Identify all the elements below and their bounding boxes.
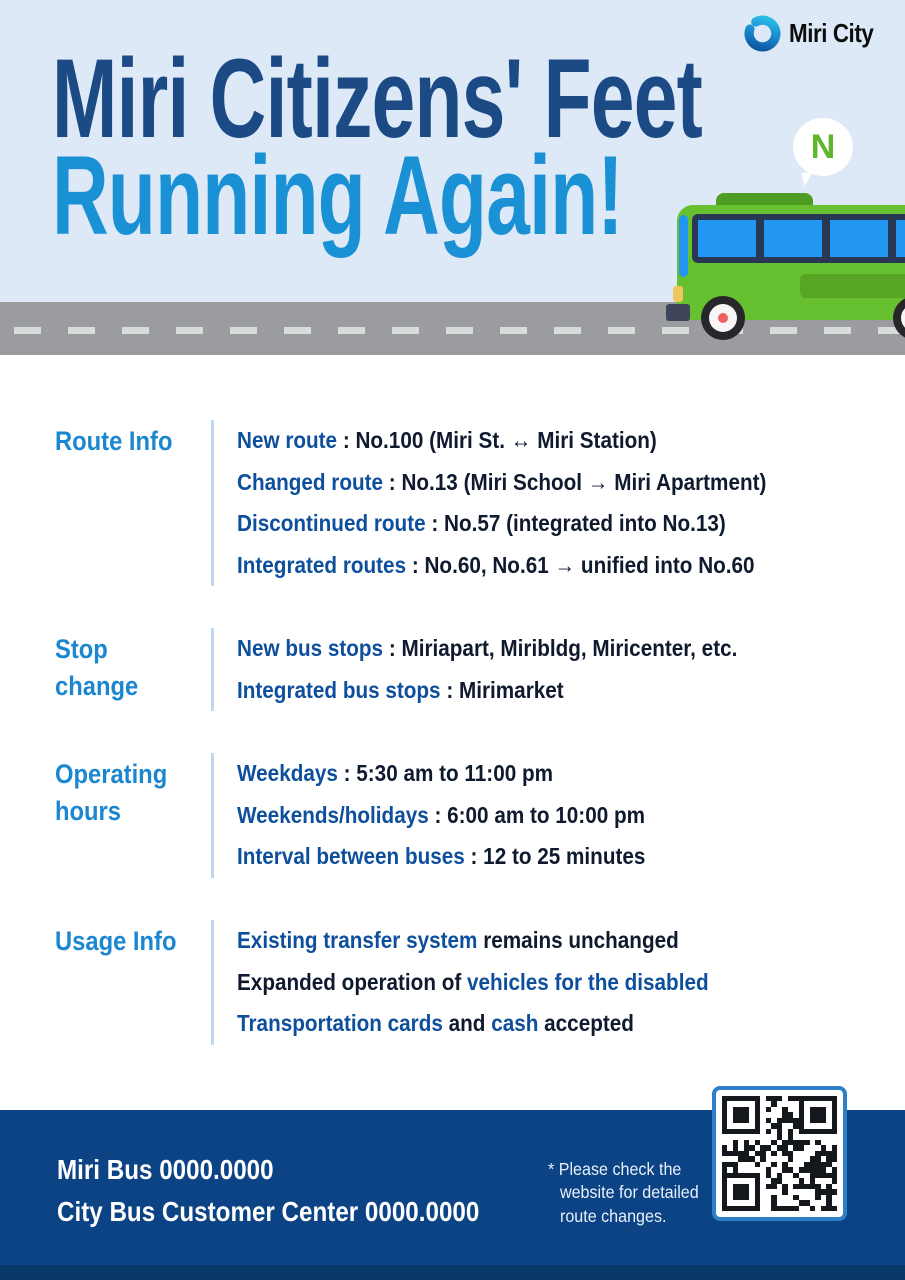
footnote-line: route changes. — [559, 1205, 667, 1226]
bus-illustration — [660, 110, 905, 345]
section-heading-line: Route Info — [55, 426, 173, 456]
wheel-hub — [709, 304, 737, 332]
brand-name: Miri City — [789, 18, 874, 48]
info-text: Expanded operation of — [237, 968, 468, 995]
info-label: Interval between buses — [237, 843, 465, 869]
footer-bottom-strip — [0, 1265, 905, 1280]
bus-bumper — [666, 304, 690, 321]
info-text: accepted — [538, 1010, 634, 1036]
wheel-center-dot — [718, 313, 728, 323]
info-label: Discontinued route — [237, 510, 426, 536]
info-text: : No.100 (Miri St. ↔ Miri Station) — [337, 427, 657, 453]
section-usage-info — [55, 920, 761, 1045]
bus-window-pane — [698, 220, 756, 257]
bus-windows — [692, 214, 905, 263]
info-label: Weekends/holidays — [237, 801, 429, 828]
title-line-2: Running Again! — [52, 133, 623, 258]
section-stop-change — [55, 628, 793, 711]
info-row — [237, 753, 645, 795]
section-rows — [211, 753, 691, 878]
section-heading — [55, 420, 211, 586]
info-row — [237, 462, 766, 504]
section-route-info — [55, 420, 825, 586]
phone-line-2: City Bus Customer Center 0000.0000 — [57, 1195, 480, 1227]
info-row — [237, 1003, 709, 1045]
section-heading — [55, 920, 211, 1045]
info-row — [237, 503, 766, 545]
section-heading-line: Stop — [55, 634, 108, 664]
section-rows — [211, 920, 761, 1045]
info-row — [237, 670, 737, 712]
section-heading-line: hours — [55, 796, 122, 826]
footer — [0, 1110, 905, 1280]
info-label: Weekdays — [237, 760, 338, 786]
info-row — [237, 836, 645, 878]
bus-side-panel — [800, 274, 905, 298]
wheel-hub — [901, 304, 905, 332]
info-label: Changed route — [237, 468, 384, 495]
info-label: cash — [491, 1010, 539, 1036]
bus-window-pane — [830, 220, 888, 257]
info-text: : 6:00 am to 10:00 pm — [428, 801, 646, 828]
info-text: remains unchanged — [477, 927, 679, 953]
section-rows — [211, 420, 825, 586]
info-row — [237, 545, 766, 587]
info-text: and — [442, 1010, 492, 1036]
info-text: : No.60, No.61 → unified into No.60 — [406, 551, 755, 578]
bus-window-pane — [764, 220, 822, 257]
info-label: Existing transfer system — [237, 927, 478, 953]
info-text: : 5:30 am to 11:00 pm — [337, 760, 554, 786]
info-row — [237, 962, 709, 1004]
info-label: New route — [237, 427, 338, 453]
section-heading-line: change — [55, 671, 139, 701]
bus-route-badge: N — [810, 127, 836, 166]
section-heading-line: Operating — [55, 759, 168, 789]
info-row — [237, 920, 709, 962]
info-label: New bus stops — [237, 635, 384, 661]
footnote-line: * Please check the — [548, 1159, 682, 1179]
section-heading — [55, 628, 211, 711]
info-text: : Mirimarket — [440, 676, 564, 703]
qr-code — [712, 1086, 847, 1221]
section-heading-line: Usage Info — [55, 926, 177, 956]
bus-windshield — [679, 215, 688, 277]
info-text: : No.13 (Miri School → Miri Apartment) — [383, 468, 767, 495]
info-label: Integrated routes — [237, 551, 407, 578]
info-row — [237, 628, 737, 670]
bus-window-pane — [896, 220, 905, 257]
bus-front-wheel — [701, 296, 745, 340]
section-heading — [55, 753, 211, 878]
brand-logo — [744, 15, 887, 52]
info-label: vehicles for the disabled — [467, 968, 709, 995]
info-label: Transportation cards — [237, 1010, 443, 1036]
bus-headlight — [673, 286, 683, 302]
info-text: : No.57 (integrated into No.13) — [425, 510, 726, 536]
info-text: : Miriapart, Miribldg, Miricenter, etc. — [383, 635, 738, 661]
footnote-line: website for detailed — [559, 1182, 699, 1203]
phone-line-1: Miri Bus 0000.0000 — [57, 1154, 274, 1185]
section-operating-hours — [55, 753, 691, 878]
contact-numbers — [57, 1149, 537, 1232]
swirl-circle-icon — [744, 15, 781, 52]
title-line-1: Miri Citizens' Feet — [52, 36, 703, 161]
qr-code-modules — [722, 1096, 837, 1211]
info-row — [237, 795, 645, 837]
footnote — [548, 1158, 712, 1228]
info-label: Integrated bus stops — [237, 676, 441, 703]
section-rows — [211, 628, 793, 711]
speech-bubble — [793, 118, 853, 176]
info-text: : 12 to 25 minutes — [464, 843, 646, 869]
info-row — [237, 420, 766, 462]
